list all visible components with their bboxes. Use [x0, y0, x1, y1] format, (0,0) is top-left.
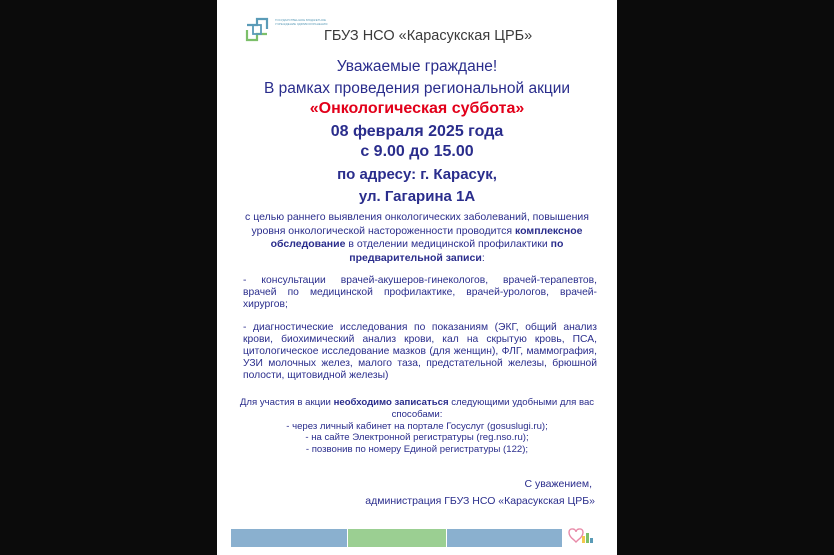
intro-bold-2: по предварительной записи — [349, 238, 564, 264]
registration-option-gosuslugi: - через личный кабинет на портале Госуслуг (gosuslugi.ru); — [286, 420, 548, 432]
registration-block — [237, 397, 597, 456]
intro-text-2: в отделении медицинской профилактики — [345, 238, 551, 250]
intro-paragraph — [237, 211, 597, 265]
registration-option-site: - на сайте Электронной регистратуры (reg.nso.ru); — [305, 432, 529, 444]
org-title: ГБУЗ НСО «Карасукская ЦРБ» — [324, 28, 533, 44]
greeting: Уважаемые граждане! — [336, 58, 498, 75]
intro-text-3: : — [481, 251, 485, 264]
signature: администрация ГБУЗ НСО «Карасукская ЦРБ» — [365, 495, 595, 507]
registration-intro — [237, 397, 597, 421]
framework-line: В рамках проведения региональной акции — [263, 80, 571, 97]
logo-caption: ГОСУДАРСТВЕННОЕ БЮДЖЕТНОЕ УЧРЕЖДЕНИЕ ЗДРАВООХРАНЕНИЯ — [275, 18, 328, 26]
diagnostics-list: - диагностические исследования по показаниям (ЭКГ, общий анализ крови, биохимический анализ крови, кал на скрытую кровь, ПСА, цитологическое исследование мазков (для женщин), ФЛГ, маммография, УЗИ молочных желез, малого таза, предстательной железы, брюшной полости, щитовидной железы) — [243, 322, 597, 381]
closing-phrase: С уважением, — [524, 478, 592, 490]
registration-bold: необходимо записаться — [333, 397, 449, 408]
footer-band-blue-left — [231, 529, 347, 547]
address-line-2: ул. Гагарина 1А — [358, 188, 476, 205]
event-date: 08 февраля 2025 года — [330, 123, 504, 140]
address-line-1: по адресу: г. Карасук, — [337, 166, 497, 183]
intro-text-1: с целью раннего выявления онкологических заболеваний, повышения уровня онкологической настороженности проводится — [245, 211, 589, 237]
action-name: «Онкологическая суббота» — [309, 100, 525, 117]
intro-bold-1: комплексное обследование — [270, 224, 583, 250]
registration-text-2: следующими удобными для вас способами: — [391, 397, 595, 420]
registration-text-1: Для участия в акции — [239, 397, 334, 408]
footer-band-green — [348, 529, 446, 547]
consultations-list: - консультации врачей-акушеров-гинекологов, врачей-терапевтов, врачей по медицинской профилактике, врачей-урологов, врачей-хирургов; — [243, 275, 597, 310]
hospital-logo-icon — [244, 16, 270, 43]
heart-logo-icon — [565, 524, 595, 546]
event-time: с 9.00 до 15.00 — [360, 143, 474, 160]
footer-band-blue-right — [447, 529, 562, 547]
registration-option-phone: - позвонив по номеру Единой регистратуры (122); — [305, 444, 529, 456]
poster — [217, 0, 617, 555]
